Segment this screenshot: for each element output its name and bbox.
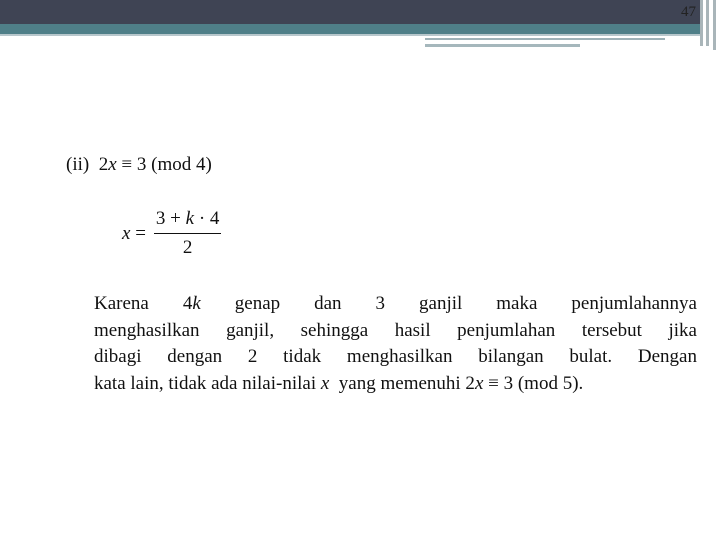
fraction-numerator <box>154 208 221 234</box>
numerator-part: 3 + <box>155 208 186 229</box>
page-number: 47 <box>681 4 696 20</box>
paragraph-line: Karena 4k genap dan 3 ganjil maka penjumlahannya <box>94 293 697 314</box>
paragraph-line: kata lain, tidak ada nilai-nilai x yang memenuhi 2x ≡ 3 (mod 5). <box>94 372 584 394</box>
numerator-part: · 4 <box>194 208 220 229</box>
paragraph-line: menghasilkan ganjil, sehingga hasil penjumlahan tersebut jika <box>94 319 697 341</box>
solution-equation <box>122 208 221 259</box>
part-label: (ii) <box>66 154 90 175</box>
congruence-variable: x <box>108 154 117 175</box>
header-divider-short <box>425 38 665 40</box>
header-divider-shorter <box>425 44 580 47</box>
header-divider <box>0 34 700 36</box>
paragraph-line: dibagi dengan 2 tidak menghasilkan bilangan bulat. Dengan <box>94 346 697 367</box>
header-vertical-rule <box>706 0 709 46</box>
header-bar <box>0 0 700 24</box>
congruence-relation: ≡ 3 (mod 4) <box>116 154 212 175</box>
equation-lhs <box>122 223 146 245</box>
numerator-variable: k <box>185 208 195 229</box>
part-heading <box>66 154 212 176</box>
equation-fraction <box>154 208 221 259</box>
explanation-paragraph <box>94 291 697 397</box>
equation-equals: = <box>130 222 146 244</box>
equation-variable: x <box>122 222 131 244</box>
congruence-coefficient: 2 <box>98 154 109 175</box>
header-accent-bar <box>0 24 700 34</box>
header-vertical-rule <box>713 0 716 50</box>
fraction-denominator: 2 <box>182 237 193 258</box>
header-vertical-rule <box>700 0 703 46</box>
